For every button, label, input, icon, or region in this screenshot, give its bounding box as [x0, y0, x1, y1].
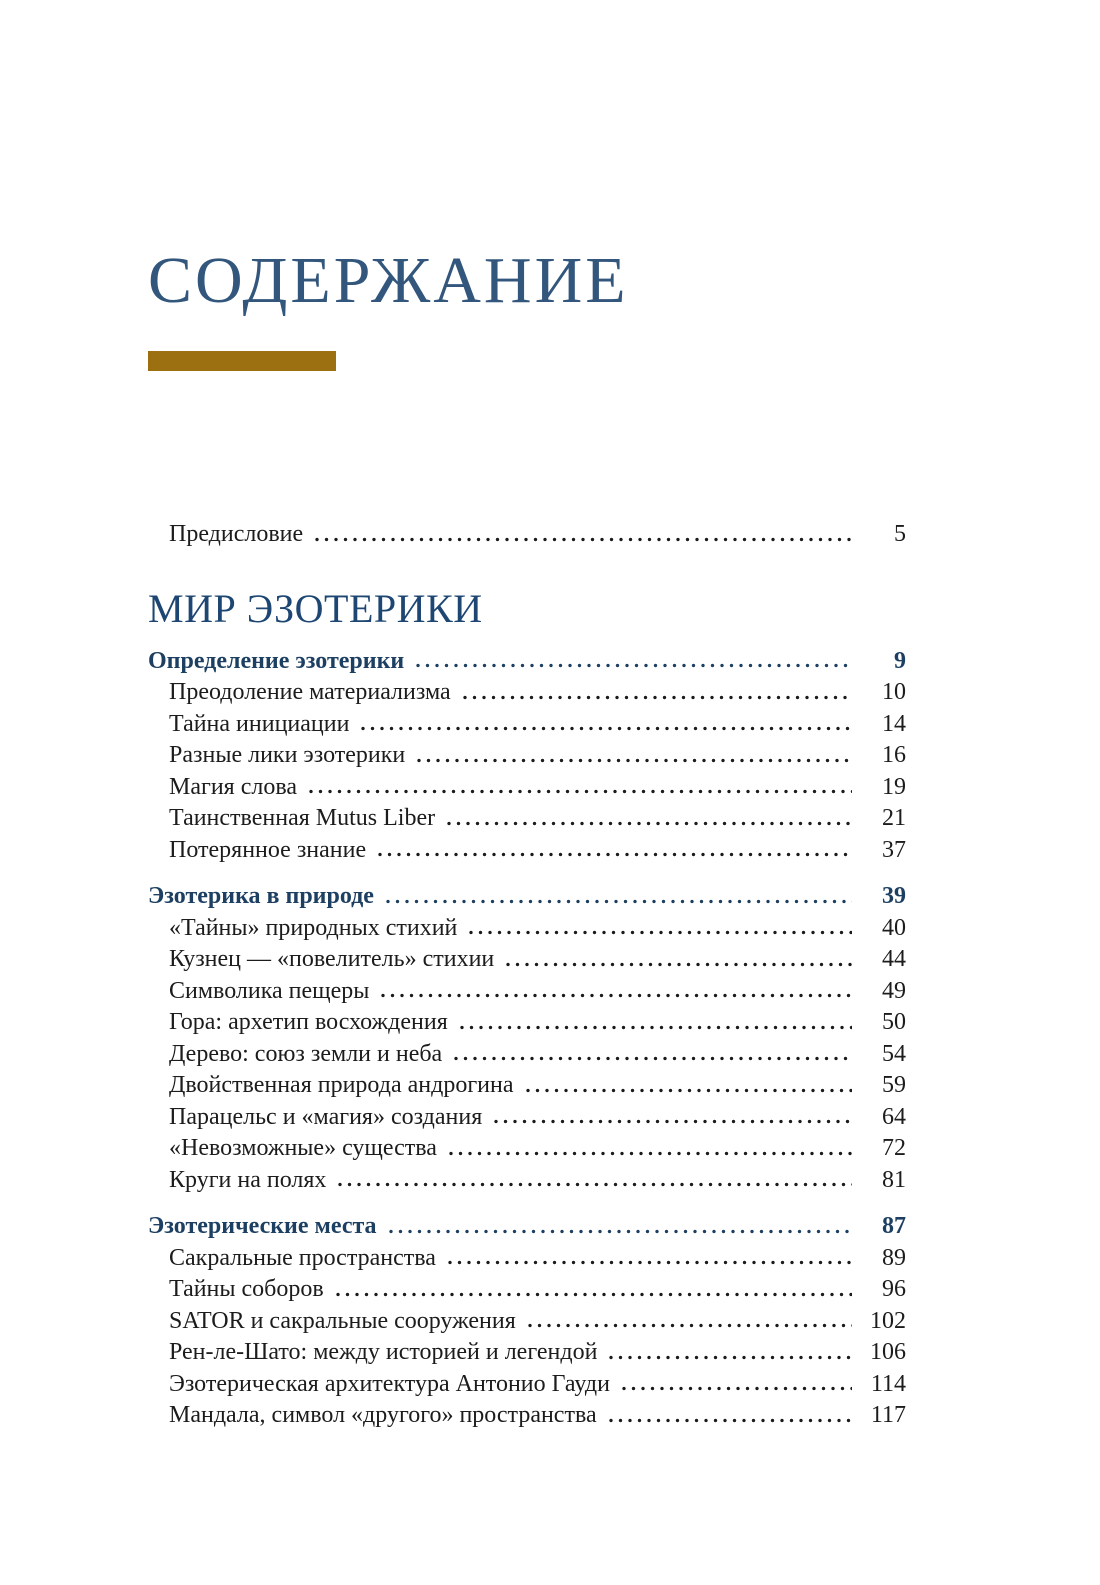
toc-entry [148, 1306, 906, 1338]
toc-entry-page: 64 [882, 1103, 906, 1130]
toc-entry-page: 117 [870, 1402, 906, 1428]
dot-leader [469, 930, 852, 935]
dot-leader [449, 1151, 852, 1156]
dot-leader [338, 1182, 852, 1187]
dot-leader [526, 1088, 853, 1093]
toc-entry-label: Рен-ле-Шато: между историей и легендой [169, 1339, 598, 1365]
toc-entry [148, 1400, 906, 1432]
toc-entry-page: 81 [882, 1166, 906, 1193]
toc-section-heading [148, 881, 906, 913]
toc-entry-label: Гора: архетип восхождения [169, 1009, 448, 1035]
toc-entry-page: 106 [870, 1339, 906, 1365]
toc-entry-page: 44 [882, 946, 906, 972]
toc-entry-label: Предисловие [169, 521, 304, 547]
toc-entry-page: 89 [882, 1244, 906, 1271]
toc-entry-page: 114 [870, 1370, 906, 1397]
toc-entry-page: 14 [882, 710, 906, 737]
toc-entry [148, 1102, 906, 1134]
dot-leader [336, 1292, 852, 1297]
toc-entry [148, 944, 906, 976]
toc-entry-page: 21 [882, 805, 906, 831]
toc-entry-page: 5 [894, 521, 906, 547]
toc-entry-label: Символика пещеры [169, 977, 370, 1004]
dot-leader [416, 663, 852, 668]
toc-entry-page: 37 [882, 836, 906, 863]
toc-entry-label: Круги на полях [169, 1166, 327, 1193]
table-of-contents [148, 519, 906, 1432]
toc-entry-label: Разные лики эзотерики [169, 742, 406, 768]
toc-entry [148, 709, 906, 741]
toc-entry-page: 102 [870, 1307, 906, 1334]
dot-leader [494, 1119, 852, 1124]
toc-entry-page: 59 [882, 1072, 906, 1098]
dot-leader [417, 758, 852, 763]
toc-entry-label: Тайна инициации [169, 710, 350, 737]
toc-entry [148, 740, 906, 772]
toc-entry-label: Эзотерические места [148, 1213, 377, 1239]
toc-sections [148, 646, 906, 1432]
toc-entry-label: Парацельс и «магия» создания [169, 1103, 483, 1130]
dot-leader [447, 821, 852, 826]
toc-entry-label: «Тайны» природных стихий [169, 914, 458, 941]
dot-leader [386, 899, 852, 904]
dot-leader [389, 1229, 852, 1234]
toc-entry-label: Кузнец — «повелитель» стихии [169, 946, 495, 972]
dot-leader [381, 993, 852, 998]
toc-entry-page: 54 [882, 1040, 906, 1067]
toc-entry-page: 49 [882, 977, 906, 1004]
dot-leader [448, 1260, 852, 1265]
toc-entry-page: 40 [882, 914, 906, 941]
toc-entry-page: 16 [882, 742, 906, 768]
toc-entry-preface [148, 519, 906, 551]
toc-entry [148, 1274, 906, 1306]
dot-leader [506, 962, 852, 967]
toc-entry-page: 96 [882, 1276, 906, 1302]
toc-entry-label: SATOR и сакральные сооружения [169, 1307, 516, 1334]
toc-entry [148, 1039, 906, 1071]
toc-entry-page: 87 [882, 1213, 906, 1239]
dot-leader [361, 726, 852, 731]
dot-leader [609, 1418, 852, 1423]
toc-entry [148, 1133, 906, 1165]
toc-entry-label: Тайны соборов [169, 1276, 324, 1302]
part-title: МИР ЭЗОТЕРИКИ [148, 585, 483, 631]
toc-entry-label: Сакральные пространства [169, 1244, 436, 1271]
toc-entry [148, 803, 906, 835]
dot-leader [378, 852, 852, 857]
toc-entry-page: 39 [882, 883, 906, 909]
toc-entry-page: 10 [882, 679, 906, 705]
toc-entry [148, 1369, 906, 1401]
toc-entry [148, 976, 906, 1008]
toc-entry [148, 835, 906, 867]
toc-entry-page: 9 [894, 647, 906, 674]
toc-entry [148, 1165, 906, 1197]
toc-entry-label: «Невозможные» существа [169, 1135, 437, 1161]
toc-entry [148, 772, 906, 804]
toc-entry [148, 1070, 906, 1102]
dot-leader [463, 695, 852, 700]
dot-leader [622, 1386, 852, 1391]
toc-entry-label: Двойственная природа андрогина [169, 1072, 514, 1098]
toc-section-heading [148, 1211, 906, 1243]
toc-entry-label: Эзотерическая архитектура Антонио Гауди [169, 1370, 610, 1397]
title-accent-bar [148, 351, 336, 371]
toc-entry-label: Эзотерика в природе [148, 883, 374, 909]
toc-entry [148, 1007, 906, 1039]
toc-entry-label: Определение эзотерики [148, 647, 405, 674]
dot-leader [315, 537, 852, 542]
toc-entry [148, 1337, 906, 1369]
dot-leader [528, 1323, 852, 1328]
dot-leader [609, 1355, 852, 1360]
toc-entry [148, 913, 906, 945]
toc-entry-page: 72 [882, 1135, 906, 1161]
toc-section-heading [148, 646, 906, 678]
toc-entry-label: Дерево: союз земли и неба [169, 1040, 443, 1067]
toc-entry-label: Преодоление материализма [169, 679, 451, 705]
toc-entry-label: Таинственная Mutus Liber [169, 805, 436, 831]
toc-entry-label: Мандала, символ «другого» пространства [169, 1402, 597, 1428]
toc-entry-page: 19 [882, 773, 906, 800]
toc-entry [148, 677, 906, 709]
dot-leader [460, 1025, 852, 1030]
toc-entry-label: Магия слова [169, 773, 298, 800]
toc-entry-label: Потерянное знание [169, 836, 367, 863]
toc-entry [148, 1243, 906, 1275]
toc-entry-page: 50 [882, 1009, 906, 1035]
dot-leader [309, 789, 852, 794]
dot-leader [454, 1056, 852, 1061]
page-title: СОДЕРЖАНИЕ [148, 244, 629, 317]
